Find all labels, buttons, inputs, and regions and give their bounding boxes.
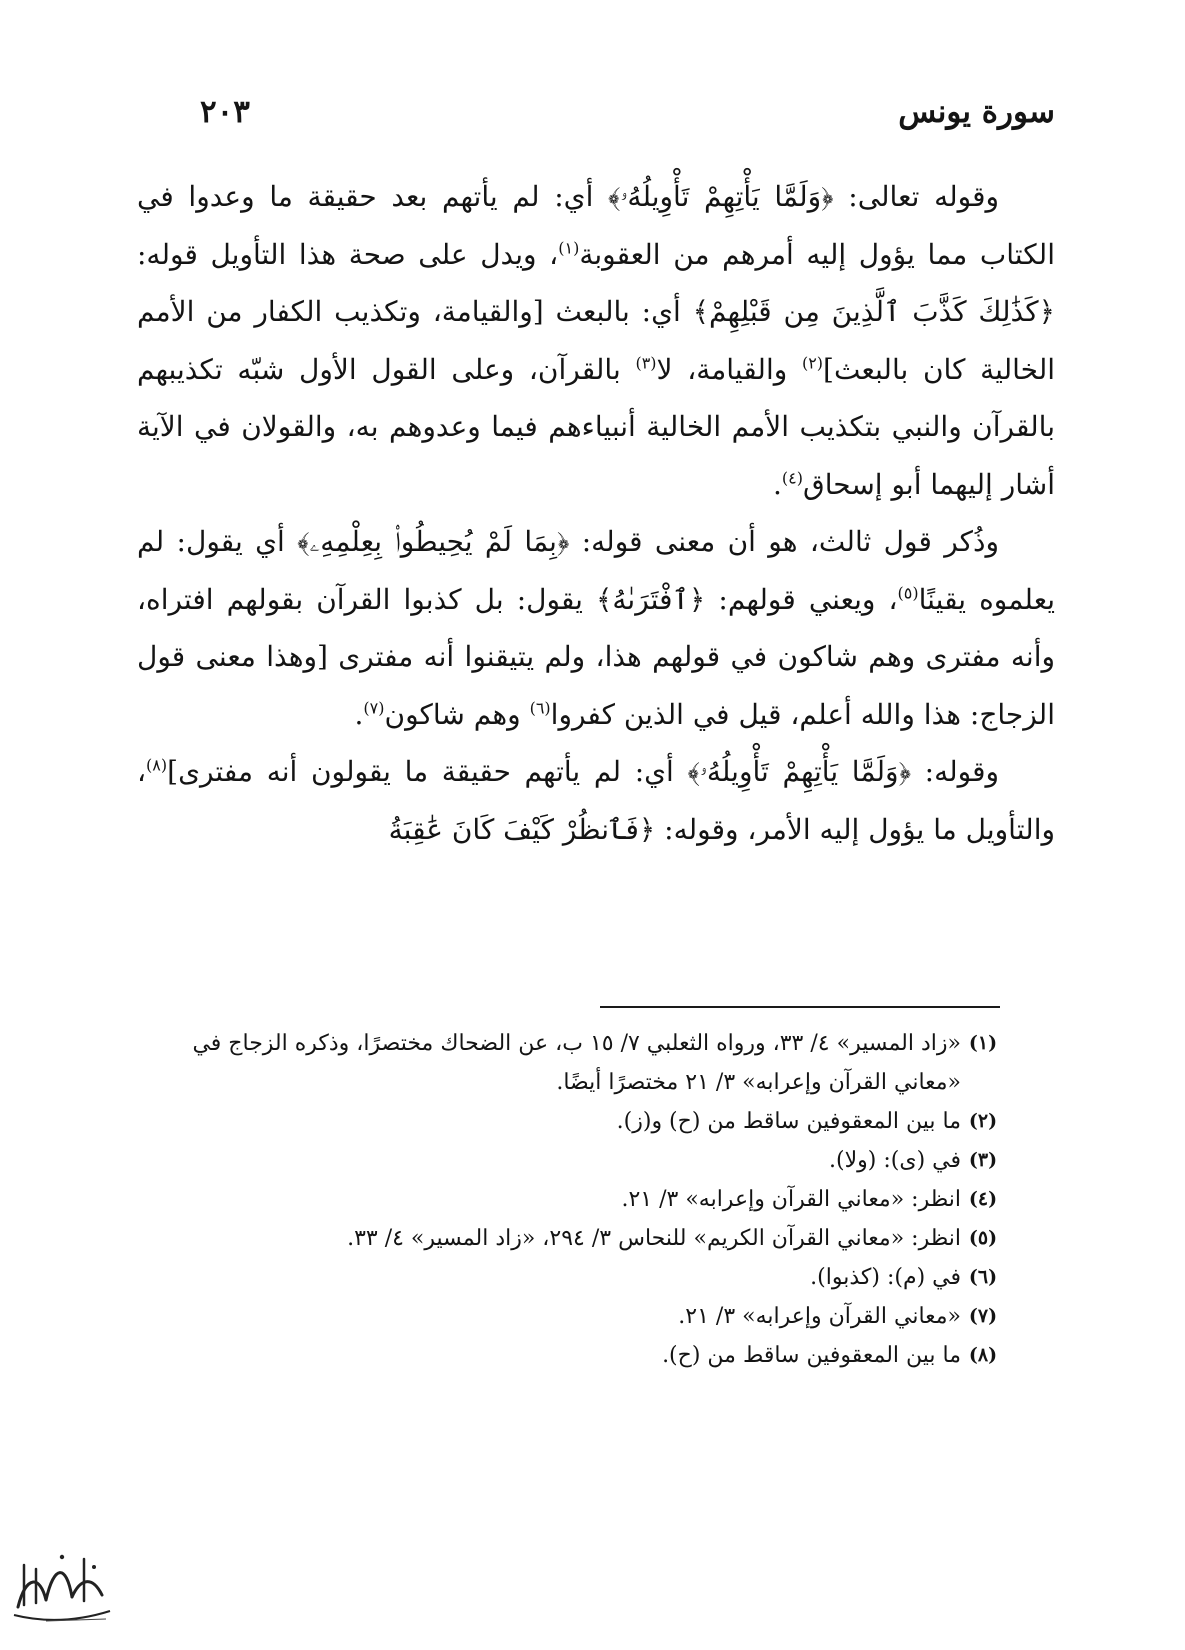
footnote-text: انظر: «معاني القرآن وإعرابه» ٣/ ٢١. (621, 1187, 961, 1212)
footnote-ref: (٥) (897, 583, 919, 603)
footnote (125, 1180, 1005, 1219)
footnote (125, 1219, 1005, 1258)
body-paragraph (137, 513, 1055, 743)
footnote-ref: (٦) (529, 698, 551, 718)
footnote-ref: (٤) (781, 468, 803, 488)
footnote (125, 1297, 1005, 1336)
footnote-text: «زاد المسير» ٤/ ٣٣، ورواه الثعلبي ٧/ ١٥ ب، عن الضحاك مختصرًا، وذكره الزجاج في «معاني القرآن وإعرابه» ٣/ ٢١ مختصرًا أيضًا. (192, 1031, 961, 1095)
footnote-ref: (٣) (635, 353, 657, 373)
footnote-text: في (م): (كذبوا). (810, 1265, 961, 1290)
text-run: . (773, 467, 782, 501)
footnote-number: (٤) (968, 1188, 998, 1210)
text-run: ، ويعني قولهم: ﴿ٱفْتَرَىٰهُ﴾ يقول: بل كذبوا القرآن بقولهم افتراه، وأنه مفترى وهم شاكون في قولهم هذا، ولم يتيقنوا أنه مفترى [وهذا معنى قول الزجاج: هذا والله أعلم، قيل في الذين كفروا (137, 582, 1056, 731)
text-run: وقوله تعالى: ﴿وَلَمَّا يَأْتِهِمْ تَأْوِيلُهُۥ﴾ أي: لم يأتهم بعد حقيقة ما وعدوا في الكتاب مما يؤول إليه أمرهم من العقوبة (137, 180, 1055, 271)
footnote-text: انظر: «معاني القرآن الكريم» للنحاس ٣/ ٢٩٤، «زاد المسير» ٤/ ٣٣. (347, 1226, 961, 1251)
text-run: بالقرآن، وعلى القول الأول شبّه تكذيبهم بالقرآن والنبي بتكذيب الأمم الخالية أنبياءهم فيما وعدوهم به، والقولان في الآية أشار إليهما أبو إسحاق (137, 352, 1055, 501)
footnote-ref: (٨) (146, 755, 168, 775)
footnote-number: (٨) (968, 1344, 998, 1366)
footnote-ref: (٢) (801, 353, 824, 373)
text-run: والقيامة، لا (656, 352, 802, 386)
footnote-number: (٧) (968, 1305, 998, 1327)
text-run: ، والتأويل ما يؤول إليه الأمر، وقوله: ﴿فَٱنظُرْ كَيْفَ كَانَ عَٰقِبَةُ (137, 755, 1055, 846)
text-run: وقوله: ﴿وَلَمَّا يَأْتِهِمْ تَأْوِيلُهُۥ﴾ أي: لم يأتهم حقيقة ما يقولون أنه مفترى] (167, 755, 999, 788)
footnote-number: (٦) (968, 1266, 998, 1288)
footnote (125, 1102, 1005, 1141)
footnote-number: (٢) (968, 1110, 998, 1132)
footnote-text: «معاني القرآن وإعرابه» ٣/ ٢١. (678, 1304, 961, 1329)
surah-title: سورة يونس (898, 94, 1055, 130)
footnote (125, 1258, 1005, 1297)
text-run: ، ويدل على صحة هذا التأويل قوله: ﴿كَذَٰلِكَ كَذَّبَ ٱلَّذِينَ مِن قَبْلِهِمْ﴾ أي: بالبعث [والقيامة، وتكذيب الكفار من الأمم الخالية كان بالبعث] (137, 237, 1056, 386)
main-text (137, 168, 1055, 858)
body-paragraph (137, 743, 1055, 858)
footnote-number: (٣) (968, 1149, 998, 1171)
body-paragraph (137, 168, 1055, 513)
text-run: وذُكر قول ثالث، هو أن معنى قوله: ﴿بِمَا لَمْ يُحِيطُوا۟ بِعِلْمِهِۦ﴾ أي يقول: لم يعلموه يقينًا (137, 525, 1055, 616)
footnote-text: ما بين المعقوفين ساقط من (ح). (662, 1343, 961, 1368)
publisher-logo (6, 1545, 116, 1627)
text-run: . (354, 697, 364, 731)
running-head (130, 94, 1055, 138)
text-run: وهم شاكون (384, 697, 530, 731)
page-number: ٢٠٣ (200, 94, 250, 130)
footnote-text: ما بين المعقوفين ساقط من (ح) و(ز). (616, 1109, 961, 1134)
footnote-ref: (١) (558, 238, 580, 258)
footnote (125, 1141, 1005, 1180)
footnote-number: (٥) (968, 1227, 998, 1249)
footnote-text: في (ى): (ولا). (829, 1148, 961, 1173)
footnote (125, 1024, 1005, 1102)
footnote-ref: (٧) (363, 698, 385, 718)
footnote (125, 1336, 1005, 1375)
footnote-separator (600, 1006, 1000, 1008)
footnote-number: (١) (968, 1032, 998, 1054)
footnotes (125, 1024, 1005, 1375)
